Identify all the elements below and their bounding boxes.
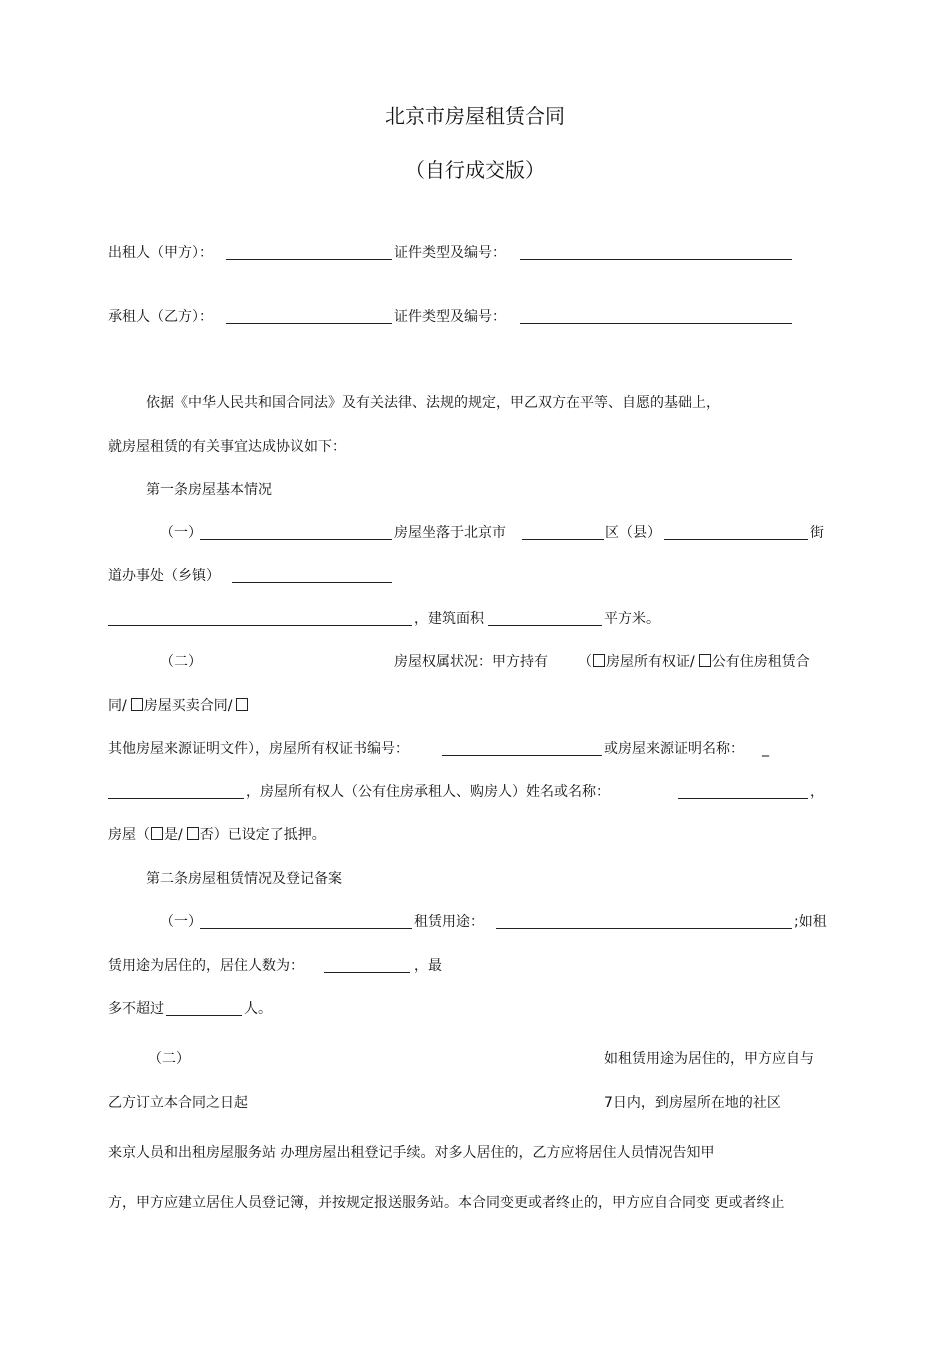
a2-p2-line-3: 来京人员和出租房屋服务站 办理房屋出租登记手续。对多人居住的，乙方应将居住人员情况告知甲 bbox=[108, 1145, 715, 1161]
checkbox-property-certificate[interactable] bbox=[593, 654, 605, 667]
a1-district-label: 区（县） bbox=[605, 525, 661, 541]
a1-p1-location-label: 房屋坐落于北京市 bbox=[394, 525, 506, 541]
checkbox-mortgage-yes[interactable] bbox=[151, 827, 163, 840]
lessor-id-label: 证件类型及编号： bbox=[394, 245, 506, 261]
a1-source-name-field[interactable] bbox=[108, 798, 244, 799]
lessee-id-label: 证件类型及编号： bbox=[394, 309, 506, 325]
a2-p2-line-2a: 乙方订立本合同之日起 bbox=[108, 1095, 248, 1111]
a1-address-field[interactable] bbox=[108, 625, 412, 626]
a1-township-field[interactable] bbox=[232, 582, 392, 583]
checkbox-public-housing-lease[interactable] bbox=[699, 654, 711, 667]
a2-use-label: 租赁用途： bbox=[414, 914, 484, 930]
a1-area-label: ，建筑面积 bbox=[414, 611, 484, 627]
a1-street-field[interactable] bbox=[664, 539, 808, 540]
article-2-heading: 第二条房屋租赁情况及登记备案 bbox=[146, 871, 342, 887]
option-lease-contract-suffix: 同/ bbox=[108, 698, 127, 714]
checkbox-mortgage-no[interactable] bbox=[187, 827, 199, 840]
a1-certificate-no-label: 其他房屋来源证明文件），房屋所有权证书编号： bbox=[108, 741, 409, 757]
a2-p1-blank-1[interactable] bbox=[200, 928, 412, 929]
lessor-label: 出租人（甲方）： bbox=[108, 245, 213, 261]
a1-certificate-no-field[interactable] bbox=[442, 755, 602, 756]
a1-owner-label: ，房屋所有权人（公有住房承租人、购房人）姓名或名称： bbox=[246, 784, 610, 800]
a2-use-suffix: ;如租 bbox=[794, 914, 827, 930]
a1-area-field[interactable] bbox=[488, 625, 602, 626]
a1-source-name-label: 或房屋来源证明名称： bbox=[604, 741, 744, 757]
option-purchase-contract: 房屋买卖合同/ bbox=[143, 698, 233, 714]
lessor-id-field[interactable] bbox=[520, 259, 792, 260]
a1-township-label: 道办事处（乡镇） bbox=[108, 568, 220, 584]
a1-p1-num: （一） bbox=[160, 525, 202, 541]
document-title: 北京市房屋租赁合同 bbox=[385, 104, 565, 128]
a1-ownership-options bbox=[578, 653, 810, 671]
a1-p2-num: （二） bbox=[160, 654, 202, 670]
a2-p1-num: （一） bbox=[160, 914, 202, 930]
a1-area-unit: 平方米。 bbox=[604, 611, 660, 627]
a1-ownership-label: 房屋权属状况：甲方持有 bbox=[394, 654, 548, 670]
a2-max-unit: 人。 bbox=[244, 1001, 272, 1017]
a1-mortgage-line bbox=[108, 826, 326, 844]
a2-occupants-field[interactable] bbox=[324, 972, 410, 973]
lessee-label: 承租人（乙方）： bbox=[108, 309, 213, 325]
lessee-name-field[interactable] bbox=[226, 323, 392, 324]
document-subtitle: （自行成交版） bbox=[405, 158, 545, 182]
a1-owner-comma: ， bbox=[810, 784, 824, 800]
a2-p2-line-4: 方，甲方应建立居住人员登记簿，并按规定报送服务站。本合同变更或者终止的，甲方应自合同变 更或者终止 bbox=[108, 1195, 785, 1211]
a2-p2-line-1: 如租赁用途为居住的，甲方应自与 bbox=[604, 1051, 814, 1067]
option-property-certificate: 房屋所有权证/ bbox=[606, 654, 695, 670]
a1-district-field[interactable] bbox=[522, 539, 604, 540]
checkbox-purchase-contract[interactable] bbox=[131, 698, 143, 711]
a1-source-name-blank: _ bbox=[762, 741, 769, 757]
a2-p2-line-2b: 7日内，到房屋所在地的社区 bbox=[604, 1095, 781, 1111]
mortgage-yes-label: 是/ bbox=[164, 827, 183, 843]
mortgage-prefix: 房屋（ bbox=[108, 827, 150, 843]
a2-max-label: 多不超过 bbox=[108, 1001, 164, 1017]
lessor-name-field[interactable] bbox=[226, 259, 392, 260]
intro-line-1: 依据《中华人民共和国合同法》及有关法律、法规的规定，甲乙双方在平等、自愿的基础上， bbox=[146, 395, 720, 411]
article-1-heading: 第一条房屋基本情况 bbox=[146, 482, 272, 498]
a2-occupants-label: 赁用途为居住的，居住人数为： bbox=[108, 958, 304, 974]
mortgage-no-label: 否）已设定了抵押。 bbox=[199, 827, 326, 843]
a1-ownership-line-2 bbox=[108, 697, 249, 715]
a2-p2-num: （二） bbox=[148, 1051, 190, 1067]
intro-line-2: 就房屋租赁的有关事宜达成协议如下： bbox=[108, 439, 346, 455]
a2-occupants-suffix: ，最 bbox=[414, 958, 442, 974]
lessee-id-field[interactable] bbox=[520, 323, 792, 324]
checkbox-other-documents[interactable] bbox=[236, 698, 248, 711]
open-paren: （ bbox=[578, 654, 592, 670]
option-public-housing-lease: 公有住房租赁合 bbox=[711, 654, 810, 670]
a1-p1-blank-1[interactable] bbox=[200, 539, 392, 540]
a1-owner-field[interactable] bbox=[678, 798, 808, 799]
a2-use-field[interactable] bbox=[496, 928, 792, 929]
a2-max-field[interactable] bbox=[166, 1015, 242, 1016]
a1-street-label: 街 bbox=[810, 525, 824, 541]
